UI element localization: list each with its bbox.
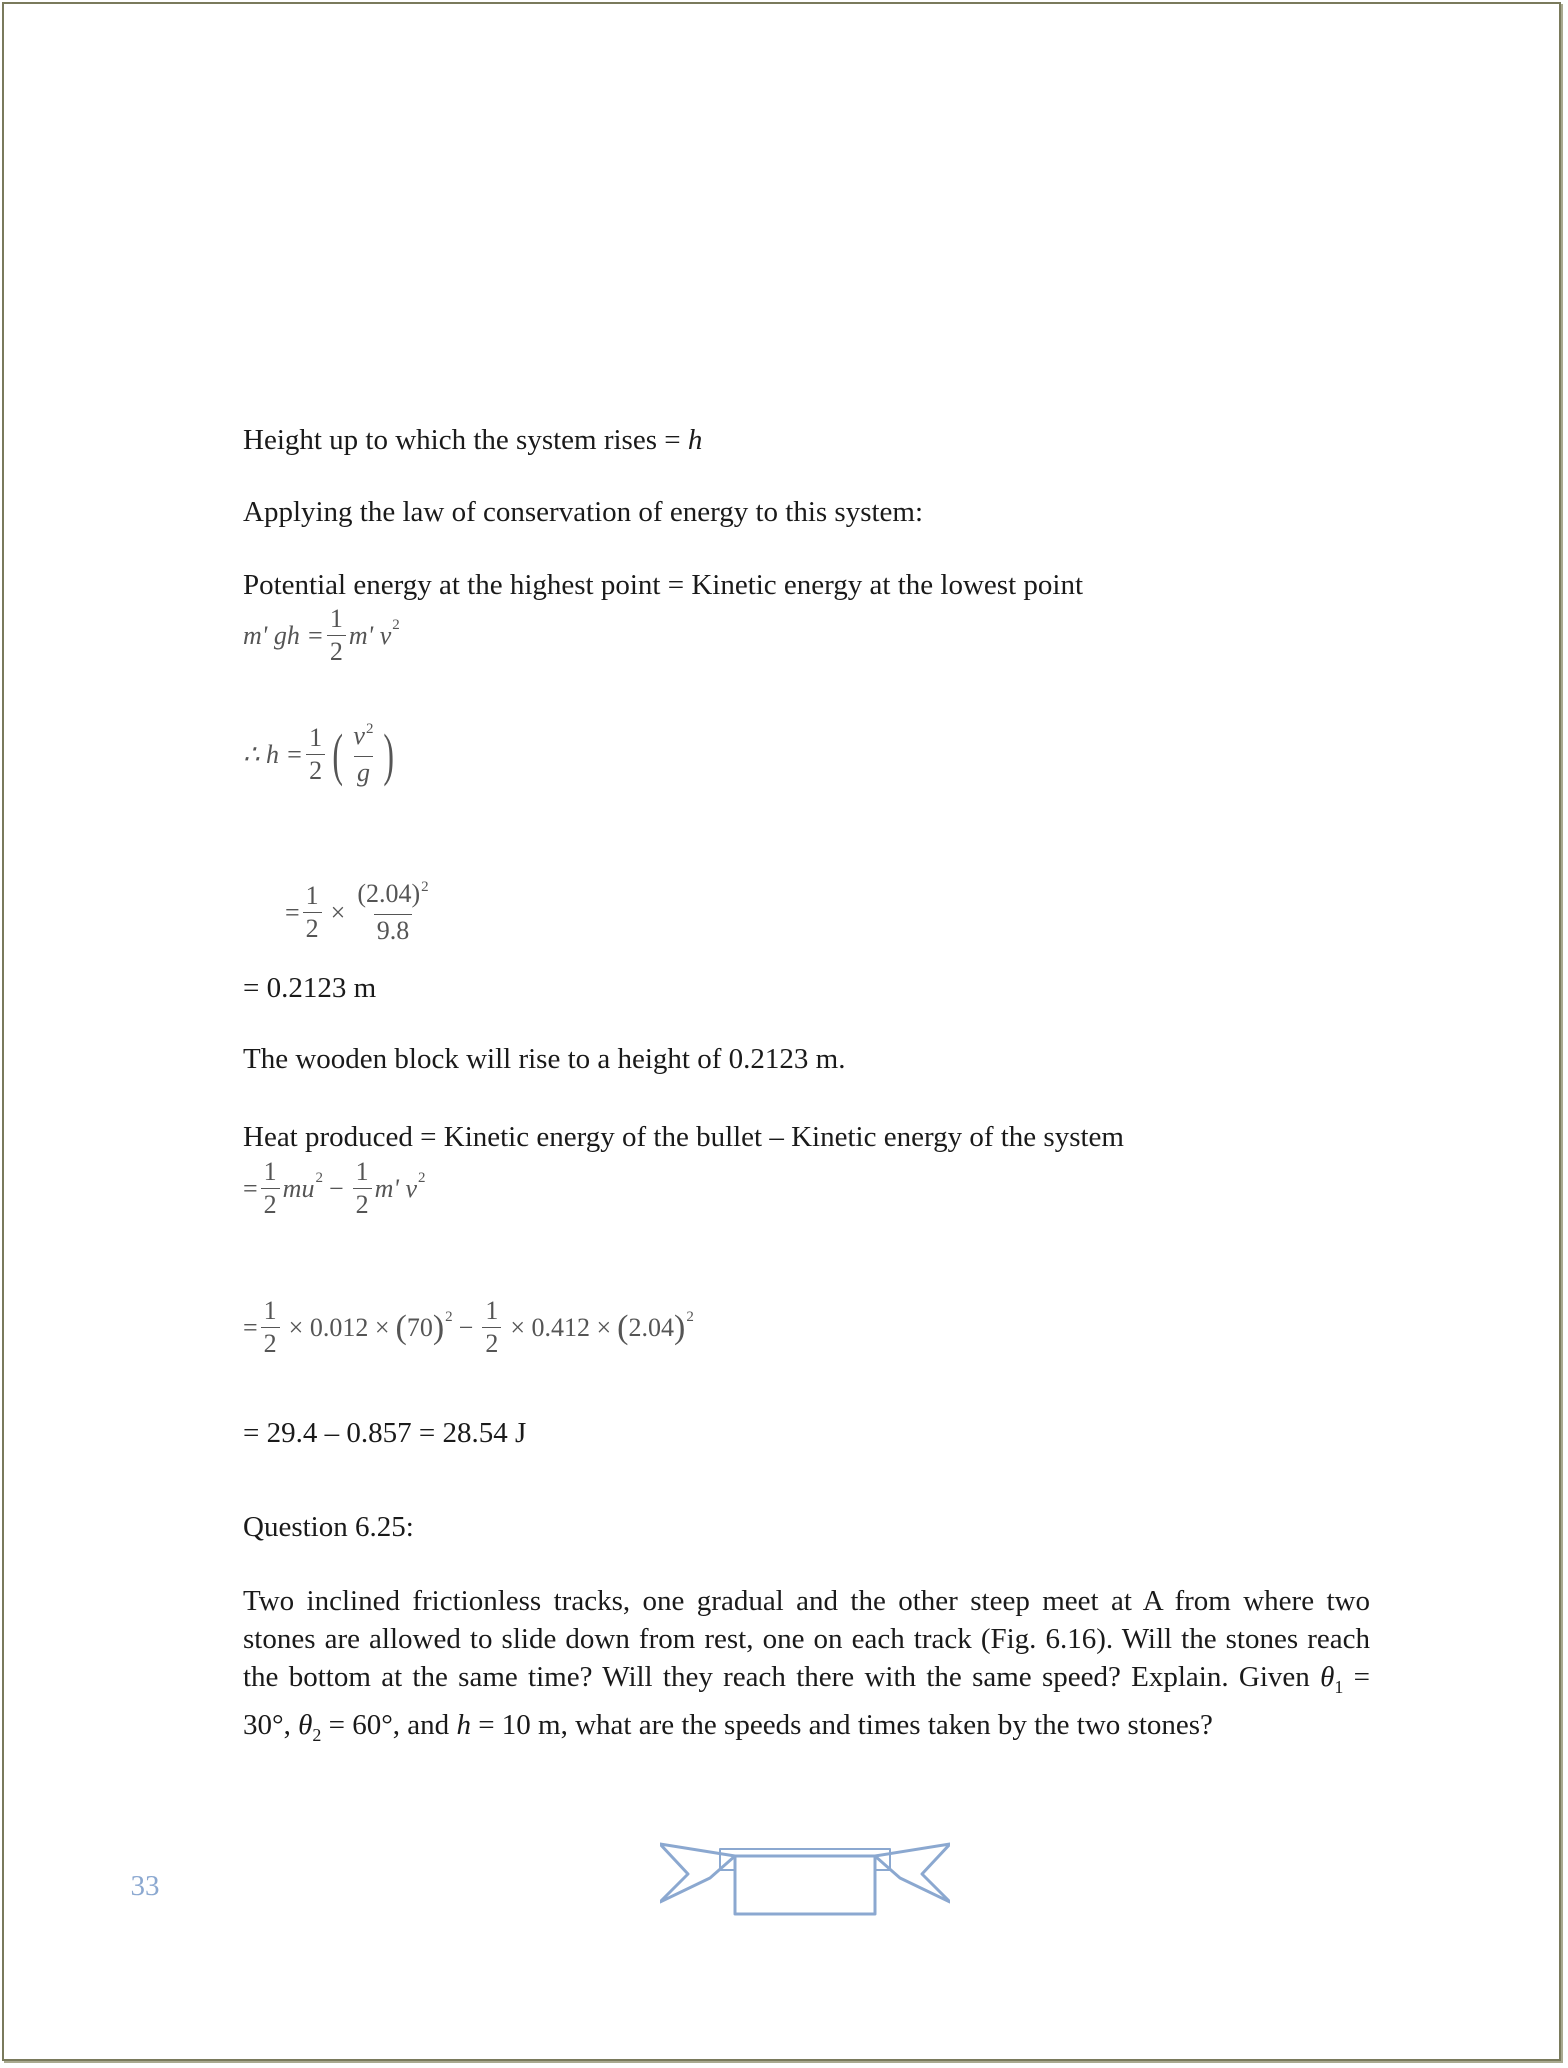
equation-height-substitution: = $\frac{1}{2}$ × $\frac{(2.04)^2}{9.8}$ — [285, 879, 429, 945]
heat-line: Heat produced = Kinetic energy of the bullet – Kinetic energy of the system — [243, 1121, 1124, 1153]
pe-ke-line: Potential energy at the highest point = Kinetic energy at the lowest point — [243, 569, 1083, 601]
equation-heat-substitution: = $\frac{1}{2}$ × 0.012 × ( 70 ) 2 − $\frac{1}{2}$ × 0.412 × ( 2.04 ) 2 — [243, 1296, 694, 1358]
equation-height-formula: ∴ h = $\frac{1}{2}$ ( $\frac{v^2}{g}$ ) — [243, 721, 395, 787]
block-rise-line: The wooden block will rise to a height of 0.2123 m. — [243, 1043, 846, 1075]
question-text: Two inclined frictionless tracks, one gradual and the other steep meet at A from where two stones are allowed to slide down from rest, one on each track (Fig. 6.16). Will the stones reach the bottom at the same time? Will they reach there with the same speed? Explain. Given $\theta_1 = 30^\circ$, $\theta_2 = 60^\circ$, and h = 10 m, what are the speeds and times taken by the two stones? — [243, 1585, 1370, 1745]
applying-line: Applying the law of conservation of energy to this system: — [243, 496, 924, 528]
heat-result: = 29.4 – 0.857 = 28.54 J — [243, 1417, 527, 1449]
equation-heat-formula: = $\frac{1}{2}$ mu 2 − $\frac{1}{2}$ m' v 2 — [243, 1157, 426, 1219]
equation-energy-balance: m' gh = $\frac{1}{2}$ m' v 2 — [243, 604, 400, 666]
page-number: 33 — [130, 1870, 160, 1902]
question-title: Question 6.25: — [243, 1511, 414, 1543]
result-height: = 0.2123 m — [243, 972, 377, 1004]
height-line: Height up to which the system rises = h — [243, 424, 703, 456]
page-ribbon-icon — [660, 1836, 950, 1916]
